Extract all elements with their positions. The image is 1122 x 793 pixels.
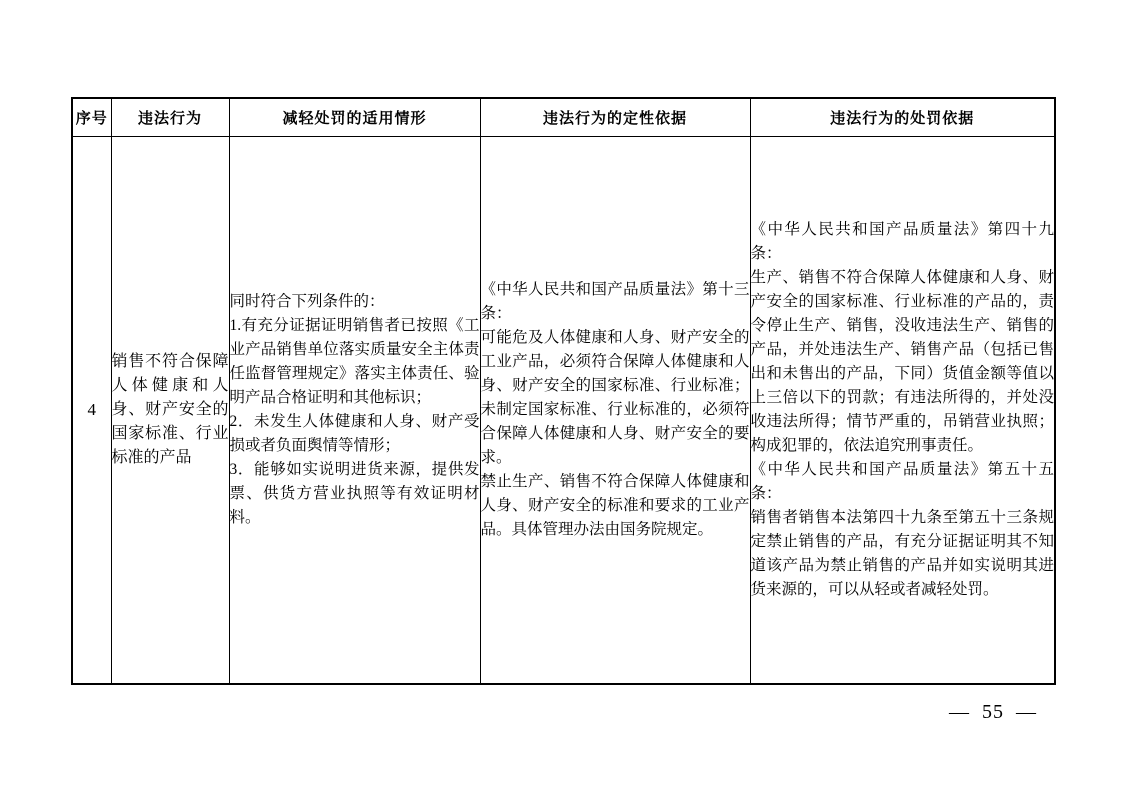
cell-illegal-act: 销售不符合保障人体健康和人身、财产安全的国家标准、行业标准的产品 — [111, 136, 229, 684]
header-penalty-basis: 违法行为的处罚依据 — [750, 98, 1055, 136]
table-header-row — [72, 98, 1055, 136]
penalty-citation-1: 《中华人民共和国产品质量法》第四十九条： — [750, 220, 1054, 262]
qualitative-paragraph-1: 可能危及人体健康和人身、财产安全的工业产品，必须符合保障人体健康和人身、财产安全的国家标准、行业标准；未制定国家标准、行业标准的，必须符合保障人体健康和人身、财产安全的要求。 — [480, 328, 750, 466]
cell-penalty-basis — [750, 136, 1055, 684]
penalty-paragraph-1: 生产、销售不符合保障人体健康和人身、财产安全的国家标准、行业标准的产品的，责令停止生产、销售，没收违法生产、销售的产品，并处违法生产、销售产品（包括已售出和未售出的产品，下同）货值金额等值以上三倍以下的罚款；有违法所得的，并处没收违法所得；情节严重的，吊销营业执照；构成犯罪的，依法追究刑事责任。 — [750, 268, 1054, 454]
header-qualitative-basis: 违法行为的定性依据 — [480, 98, 750, 136]
penalty-paragraph-2: 销售者销售本法第四十九条至第五十三条规定禁止销售的产品，有充分证据证明其不知道该产品为禁止销售的产品并如实说明其进货来源的，可以从轻或者减轻处罚。 — [750, 508, 1054, 598]
cell-serial-number: 4 — [72, 136, 111, 684]
qualitative-citation: 《中华人民共和国产品质量法》第十三条： — [480, 280, 750, 322]
header-illegal-act: 违法行为 — [111, 98, 229, 136]
mitigation-item-1: 1.有充分证据证明销售者已按照《工业产品销售单位落实质量安全主体责任监督管理规定》落实主体责任、验明产品合格证明和其他标识； — [229, 316, 480, 406]
penalty-citation-2: 《中华人民共和国产品质量法》第五十五条： — [750, 460, 1054, 502]
cell-qualitative-basis — [480, 136, 750, 684]
page-number: — 55 — — [949, 701, 1037, 723]
mitigation-intro: 同时符合下列条件的： — [229, 292, 385, 310]
cell-mitigation-circumstances — [229, 136, 480, 684]
table-row — [72, 136, 1055, 684]
mitigation-item-2: 2．未发生人体健康和人身、财产受损或者负面舆情等情形； — [229, 412, 480, 454]
qualitative-paragraph-2: 禁止生产、销售不符合保障人体健康和人身、财产安全的标准和要求的工业产品。具体管理办法由国务院规定。 — [480, 472, 750, 538]
header-serial-number: 序号 — [72, 98, 111, 136]
penalty-rules-table — [71, 97, 1056, 685]
mitigation-item-3: 3．能够如实说明进货来源，提供发票、供货方营业执照等有效证明材料。 — [229, 460, 480, 526]
header-mitigation-circumstances: 减轻处罚的适用情形 — [229, 98, 480, 136]
